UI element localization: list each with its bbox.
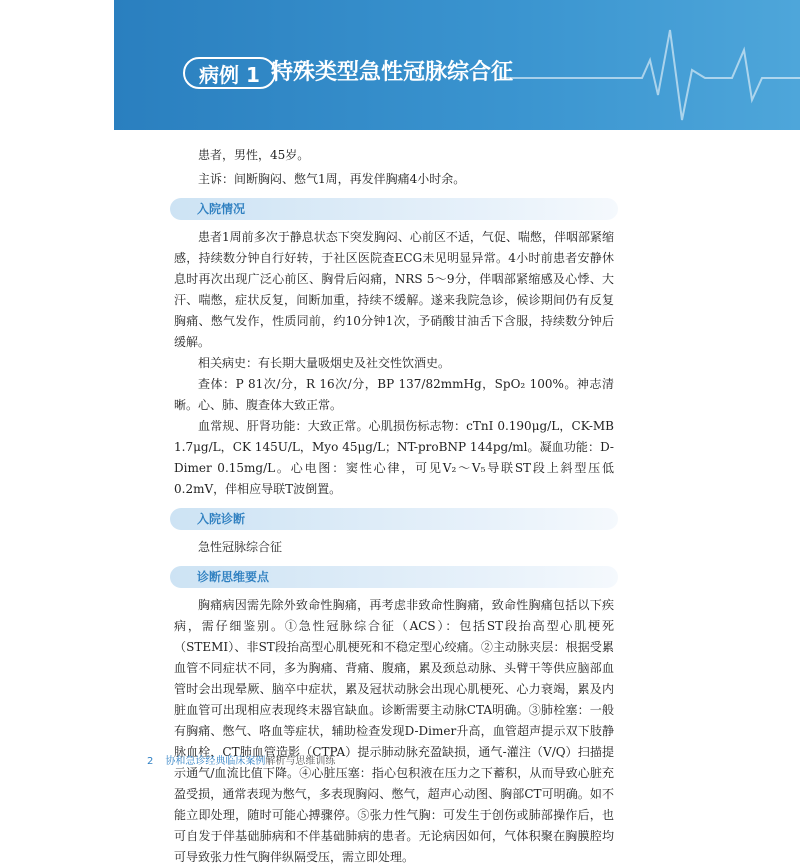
ecg-line-icon xyxy=(500,0,800,130)
diagnosis-text: 急性冠脉综合征 xyxy=(198,540,283,554)
chapter-title: 特殊类型急性冠脉综合征 xyxy=(271,60,514,85)
lab-results: 血常规、肝肾功能：大致正常。心肌损伤标志物：cTnI 0.190μg/L，CK-MB 1.7μg/L，CK 145U/L，Myo 45μg/L；NT-proBNP 144pg/ml。凝血功能：D-Dimer 0.15mg/L。心电图：窦性心律，可见V₂～V₅导联ST段上斜型压低0.2mV，伴相应导联T波倒置。 xyxy=(174,419,614,496)
differential-paragraph: 胸痛病因需先除外致命性胸痛，再考虑非致命性胸痛，致命性胸痛包括以下疾病，需仔细鉴别。①急性冠脉综合征（ACS）：包括ST段抬高型心肌梗死（STEMI）、非ST段抬高型心肌梗死和不稳定型心绞痛。②主动脉夹层：根据受累血管不同症状不同，多为胸痛、背痛、腹痛，累及颈总动脉、头臂干等供应脑部血管时会出现晕厥、脑卒中症状，累及冠状动脉会出现心肌梗死、心力衰竭，累及内脏血管可出现相应表现终末器官缺血。诊断需要主动脉CTA明确。③肺栓塞：一般有胸痛、憋气、咯血等症状，辅助检查发现D-Dimer升高，血管超声提示双下肢静脉血栓，CT肺血管造影（CTPA）提示肺动脉充盈缺损，通气-灌注（V/Q）扫描提示通气/血流比值下降。④心脏压塞：指心包积液在压力之下蓄积，从而导致心脏充盈受损，通常表现为憋气，多表现胸闷、憋气，超声心动图、胸部CT可明确。如不能立即处理，随时可能心搏骤停。⑤张力性气胸：可发生于创伤或肺部操作后，也可自发于伴基础肺病和不伴基础肺病的患者。无论病因如何，气体积聚在胸膜腔均可导致张力性气胸伴纵隔受压，需立即处理。 xyxy=(174,598,614,864)
patient-info: 患者，男性，45岁。 xyxy=(198,148,310,162)
book-title: 协和急诊经典临床案例 xyxy=(165,756,266,767)
page-number: 2 xyxy=(147,756,154,767)
page-footer xyxy=(147,752,335,767)
section-heading-thinking: 诊断思维要点 xyxy=(170,566,618,588)
chief-complaint: 主诉：间断胸闷、憋气1周，再发伴胸痛4小时余。 xyxy=(198,172,466,186)
section-heading-admission: 入院情况 xyxy=(170,198,618,220)
physical-exam: 查体：P 81次/分，R 16次/分，BP 137/82mmHg，SpO₂ 100%。神志清晰。心、肺、腹查体大致正常。 xyxy=(174,377,614,412)
case-number-badge: 病例 1 xyxy=(183,57,276,89)
section-heading-diagnosis: 入院诊断 xyxy=(170,508,618,530)
history-paragraph: 患者1周前多次于静息状态下突发胸闷、心前区不适，气促、喘憋，伴咽部紧缩感，持续数分钟自行好转，于社区医院查ECG未见明显异常。4小时前患者安静休息时再次出现广泛心前区、胸骨后闷痛，NRS 5～9分，伴咽部紧缩感及心悸、大汗、喘憋，症状反复，间断加重，持续不缓解。遂来我院急诊，候诊期间仍有反复胸痛、憋气发作，性质同前，约10分钟1次，予硝酸甘油舌下含服，持续数分钟后缓解。 xyxy=(174,230,614,349)
related-history: 相关病史：有长期大量吸烟史及社交性饮酒史。 xyxy=(198,356,451,370)
book-subtitle: 解析与思维训练 xyxy=(265,756,336,767)
